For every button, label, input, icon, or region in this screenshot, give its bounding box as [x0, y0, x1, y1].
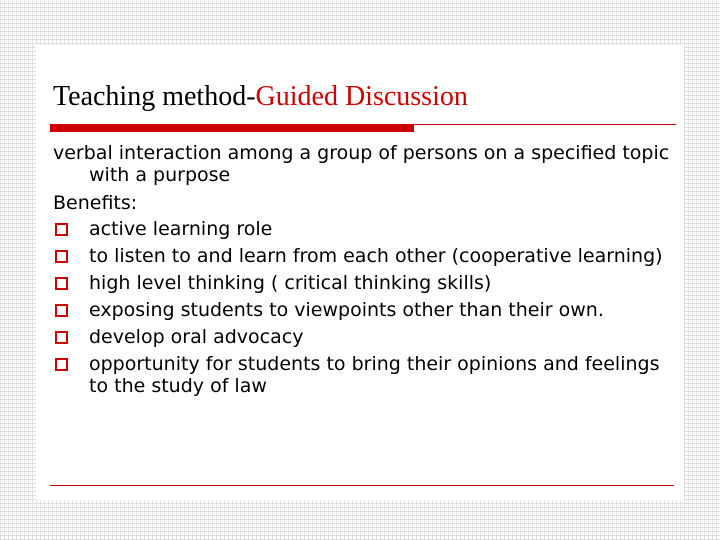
- list-item-text: high level thinking ( critical thinking skills): [89, 272, 492, 294]
- title-underline-thin: [414, 124, 676, 125]
- list-item-text: exposing students to viewpoints other than their own.: [89, 299, 604, 321]
- hollow-square-icon: [55, 358, 68, 371]
- slide-body: [53, 142, 673, 402]
- list-item-text: to listen to and learn from each other (cooperative learning): [89, 245, 663, 267]
- list-item: [53, 299, 673, 321]
- list-item: [53, 245, 673, 267]
- benefits-list: [53, 218, 673, 397]
- list-item: [53, 353, 673, 397]
- hollow-square-icon: [55, 223, 68, 236]
- hollow-square-icon: [55, 277, 68, 290]
- title-accent: Guided Discussion: [255, 81, 468, 112]
- footer-rule: [50, 485, 674, 486]
- list-item: [53, 272, 673, 294]
- hollow-square-icon: [55, 331, 68, 344]
- intro-text: verbal interaction among a group of persons on a specified topic with a purpose: [53, 142, 670, 186]
- title-prefix: Teaching method-: [53, 81, 256, 112]
- list-item-text: opportunity for students to bring their opinions and feelings to the study of law: [89, 353, 660, 397]
- title-underline-thick: [50, 124, 414, 132]
- hollow-square-icon: [55, 304, 68, 317]
- list-item-text: active learning role: [89, 218, 273, 240]
- slide-title: [53, 80, 468, 114]
- benefits-label: Benefits:: [53, 192, 138, 214]
- list-item-text: develop oral advocacy: [89, 326, 304, 348]
- list-item: [53, 218, 673, 240]
- list-item: [53, 326, 673, 348]
- hollow-square-icon: [55, 250, 68, 263]
